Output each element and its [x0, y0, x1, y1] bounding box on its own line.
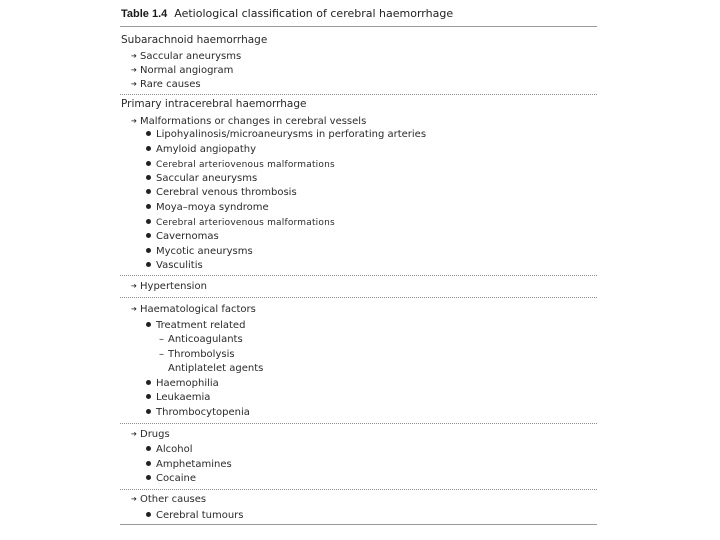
round-bullet-icon — [146, 475, 151, 480]
other-heading: ➔ Other causes — [131, 494, 207, 505]
ich-heading: Primary intracerebral haemorrhage — [121, 98, 307, 110]
malformation-item: Vasculitis — [146, 260, 203, 272]
drug-item: Cocaine — [146, 473, 196, 485]
malformation-item: Cavernomas — [146, 231, 219, 243]
arrow-bullet-icon: ➔ — [131, 305, 137, 313]
round-bullet-icon — [146, 161, 151, 166]
haematological-item: Treatment related — [146, 320, 245, 332]
malformation-item: Cerebral venous thrombosis — [146, 187, 297, 199]
sah-heading: Subarachnoid haemorrhage — [121, 34, 268, 46]
round-bullet-icon — [146, 461, 151, 466]
round-bullet-icon — [146, 394, 151, 399]
drug-item: Alcohol — [146, 444, 192, 456]
table-caption: Aetiological classification of cerebral haemorrhage — [174, 7, 454, 20]
malformations-heading: ➔ Malformations or changes in cerebral vessels — [131, 116, 367, 127]
treatment-subitem: – Anticoagulants — [159, 334, 243, 345]
haematological-heading: ➔ Haematological factors — [131, 304, 256, 315]
round-bullet-icon — [146, 248, 151, 253]
haematological-item: Thrombocytopenia — [146, 407, 250, 419]
treatment-subitem: Antiplatelet agents — [168, 363, 264, 374]
dotted-divider — [120, 489, 597, 490]
bottom-rule — [120, 524, 597, 525]
round-bullet-icon — [146, 204, 151, 209]
arrow-bullet-icon: ➔ — [131, 430, 137, 438]
round-bullet-icon — [146, 219, 151, 224]
treatment-subitem: – Thrombolysis — [159, 349, 235, 360]
arrow-bullet-icon: ➔ — [131, 282, 137, 290]
haematological-item: Haemophilia — [146, 378, 219, 390]
malformation-item: Cerebral arteriovenous malformations — [146, 217, 335, 229]
table-label: Table 1.4 — [121, 8, 168, 20]
dotted-divider — [120, 423, 597, 424]
arrow-bullet-icon: ➔ — [131, 495, 137, 503]
arrow-bullet-icon: ➔ — [131, 52, 137, 60]
round-bullet-icon — [146, 446, 151, 451]
round-bullet-icon — [146, 262, 151, 267]
round-bullet-icon — [146, 409, 151, 414]
other-item: Cerebral tumours — [146, 510, 244, 522]
arrow-bullet-icon: ➔ — [131, 80, 137, 88]
malformation-item: Saccular aneurysms — [146, 173, 257, 185]
malformation-item: Amyloid angiopathy — [146, 144, 256, 156]
sah-item: ➔ Normal angiogram — [131, 65, 234, 76]
hypertension-heading: ➔ Hypertension — [131, 281, 207, 292]
table-title — [121, 7, 453, 20]
drug-item: Amphetamines — [146, 459, 232, 471]
dotted-divider — [120, 94, 597, 95]
arrow-bullet-icon: ➔ — [131, 117, 137, 125]
round-bullet-icon — [146, 233, 151, 238]
round-bullet-icon — [146, 322, 151, 327]
malformation-item: Moya–moya syndrome — [146, 202, 269, 214]
drugs-heading: ➔ Drugs — [131, 429, 170, 440]
round-bullet-icon — [146, 189, 151, 194]
haematological-item: Leukaemia — [146, 392, 210, 404]
malformation-item: Lipohyalinosis/microaneurysms in perforating arteries — [146, 129, 426, 141]
round-bullet-icon — [146, 380, 151, 385]
round-bullet-icon — [146, 131, 151, 136]
malformation-item: Mycotic aneurysms — [146, 246, 253, 258]
sah-item: ➔ Saccular aneurysms — [131, 51, 242, 62]
malformation-item: Cerebral arteriovenous malformations — [146, 159, 335, 171]
top-rule — [120, 26, 597, 27]
round-bullet-icon — [146, 512, 151, 517]
round-bullet-icon — [146, 175, 151, 180]
round-bullet-icon — [146, 146, 151, 151]
dotted-divider — [120, 275, 597, 276]
dotted-divider — [120, 297, 597, 298]
arrow-bullet-icon: ➔ — [131, 66, 137, 74]
sah-item: ➔ Rare causes — [131, 79, 201, 90]
